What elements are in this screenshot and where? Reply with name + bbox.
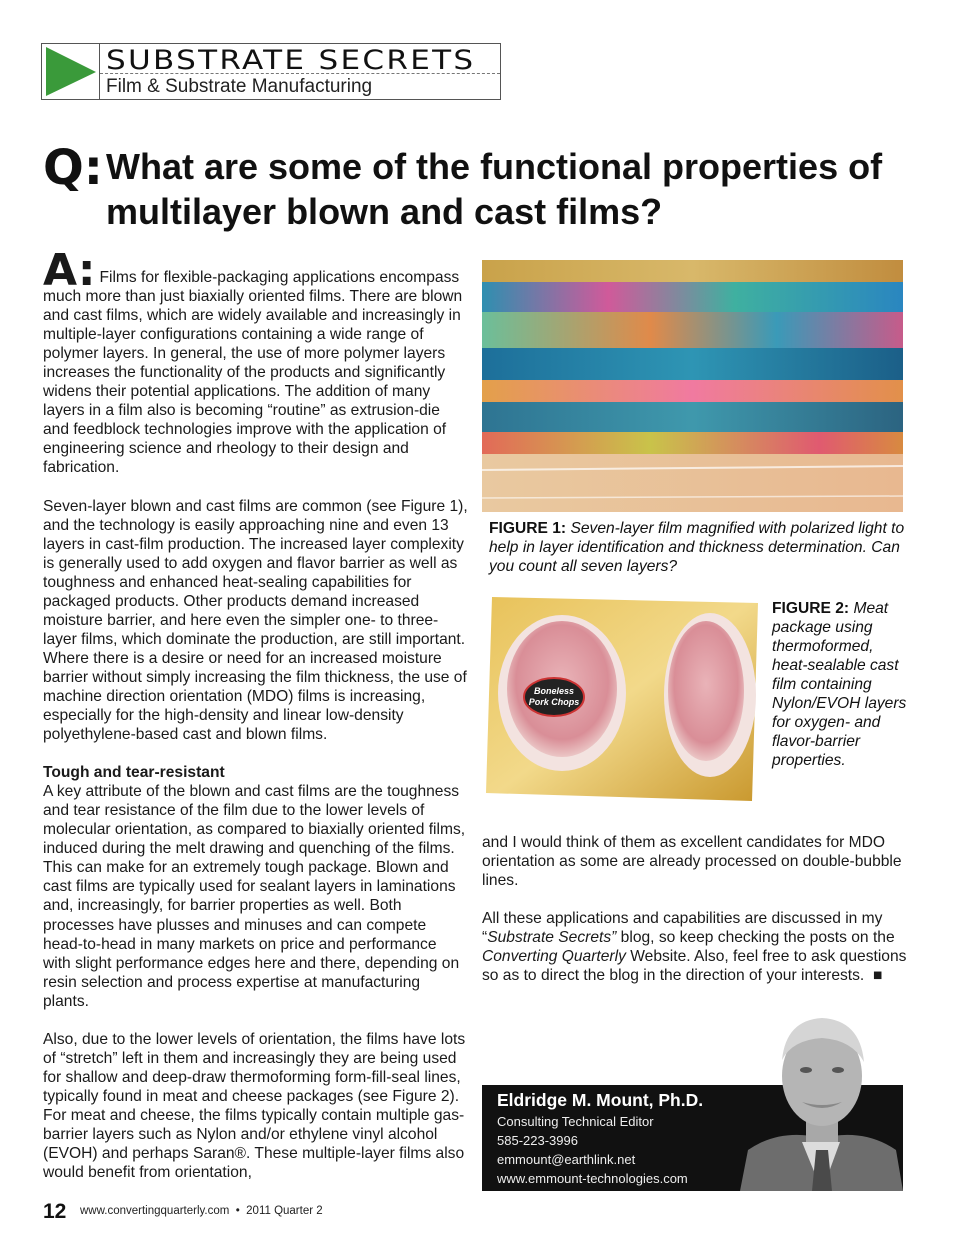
green-triangle-icon [42, 44, 98, 99]
p6-post: Website. Also, feel free to ask questions so as to direct the blog in the direction of your interests. [482, 948, 907, 985]
figure-1-label: FIGURE 1: [489, 520, 567, 537]
p6-mid: blog, so keep checking the posts on the [616, 929, 895, 947]
figure-1-caption-text: Seven-layer film magnified with polarized light to help in layer identification and thickness determination. Can you count all seven layers? [489, 520, 905, 576]
answer-paragraph-5: and I would think of them as excellent candidates for MDO orientation as some are already processed on double-bubble lines. [482, 834, 902, 890]
blog-name: Substrate Secrets” [487, 929, 617, 947]
answer-paragraph-6 [482, 909, 907, 985]
package-label-line2: Pork Chops [528, 697, 580, 707]
subhead-tough: Tough and tear-resistant [43, 764, 225, 782]
author-title: Consulting Technical Editor [497, 1114, 654, 1129]
figure-2-label: FIGURE 2: [772, 600, 850, 617]
question-marker: Q: [43, 140, 103, 196]
answer-paragraph-4: Also, due to the lower levels of orientation, the films have lots of “stretch” left in them and increasingly they are being used for shallow and deep-draw thermoforming form-fill-seal lines, typically found in meat and cheese packages (see Figure 2). For meat and cheese, the films typically contain multiple gas-barrier layers such as Nylon and/or ethylene vinyl alcohol (EVOH) and perhaps Saran®. These multiple-layer films also would benefit from orientation, [43, 1030, 466, 1182]
page-number: 12 [43, 1200, 67, 1223]
left-column [43, 245, 468, 1201]
banner-logo [42, 44, 100, 99]
right-column [482, 833, 907, 1004]
answer-paragraph-2: Seven-layer blown and cast films are common (see Figure 1), and the technology is easily approaching nine and even 13 layers in cast-film production. The increased layer complexity is generally used to add oxygen and flavor barrier as well as toughness and enhanced heat-sealing capabilities for packaged products. Other products demand increased moisture barrier, and here even the simpler one- to three-layer films, which dominate the production, are still important. Where there is a desire or need for an increased moisture barrier without simply increasing the film thickness, the use of machine direction orientation (MDO) films is increasing, especially for the high-density and linear low-density polyethylene-based cast and blown films. [43, 497, 468, 744]
figure-2-caption [772, 599, 912, 770]
figure-2-caption-text: Meat package using thermoformed, heat-sealable cast film containing Nylon/EVOH layers for oxygen- and flavor-barrier properties. [772, 600, 907, 770]
section-title: SUBSTRATE SECRETS [106, 45, 476, 76]
figure-2-image [482, 593, 764, 806]
figure-1-caption [489, 519, 909, 576]
footer-text: www.convertingquarterly.com • 2011 Quarter 2 [80, 1205, 323, 1217]
end-mark: ■ [872, 967, 883, 985]
answer-paragraph-1 [43, 245, 468, 478]
magazine-name: Converting Quarterly [482, 948, 626, 966]
author-email[interactable]: emmount@earthlink.net [497, 1152, 636, 1167]
figure-1-image [482, 260, 903, 512]
banner-title-row [100, 44, 500, 74]
answer-paragraph-3: A key attribute of the blown and cast films are the toughness and tear resistance of the film due to the lower levels of molecular orientation, as compared to biaxially oriented films, induced during the melt drawing and quenching of the films. This can make for an extremely tough package. Blown and cast films are typically used for sealant layers in laminations and, increasingly, for barrier properties as well. Both processes have plusses and minuses and can compete head-to-head in many markets on price and performance with slight performance edges here and there, depending on resin selection and process expertise at manufacturing plants. [43, 783, 466, 1010]
answer-p1-text: Films for flexible-packaging applications encompass much more than just biaxially oriented films. There are blown and cast films, which are widely available and increasingly in multiple-layer configurations containing a wide range of polymer layers. In general, the use of more polymer layers increases the functionality of the products and significantly widens their potential applications. The addition of many layers in a film also is becoming “routine” as extrusion-die and feedblock technologies improve with the application of engineering science and rheology to their design and fabrication. [43, 269, 463, 477]
author-name: Eldridge M. Mount, Ph.D. [497, 1090, 704, 1110]
section-banner [41, 43, 501, 100]
author-photo [740, 1010, 903, 1191]
author-phone: 585-223-3996 [497, 1133, 578, 1148]
answer-marker: A: [43, 245, 96, 296]
question-heading: What are some of the functional properties of multilayer blown and cast films? [106, 146, 883, 232]
author-website[interactable]: www.emmount-technologies.com [497, 1171, 688, 1186]
section-subtitle: Film & Substrate Manufacturing [106, 76, 373, 97]
p6-pre: All these applications and capabilities are discussed in my “ [482, 910, 883, 947]
package-label-line1: Boneless [533, 686, 575, 696]
